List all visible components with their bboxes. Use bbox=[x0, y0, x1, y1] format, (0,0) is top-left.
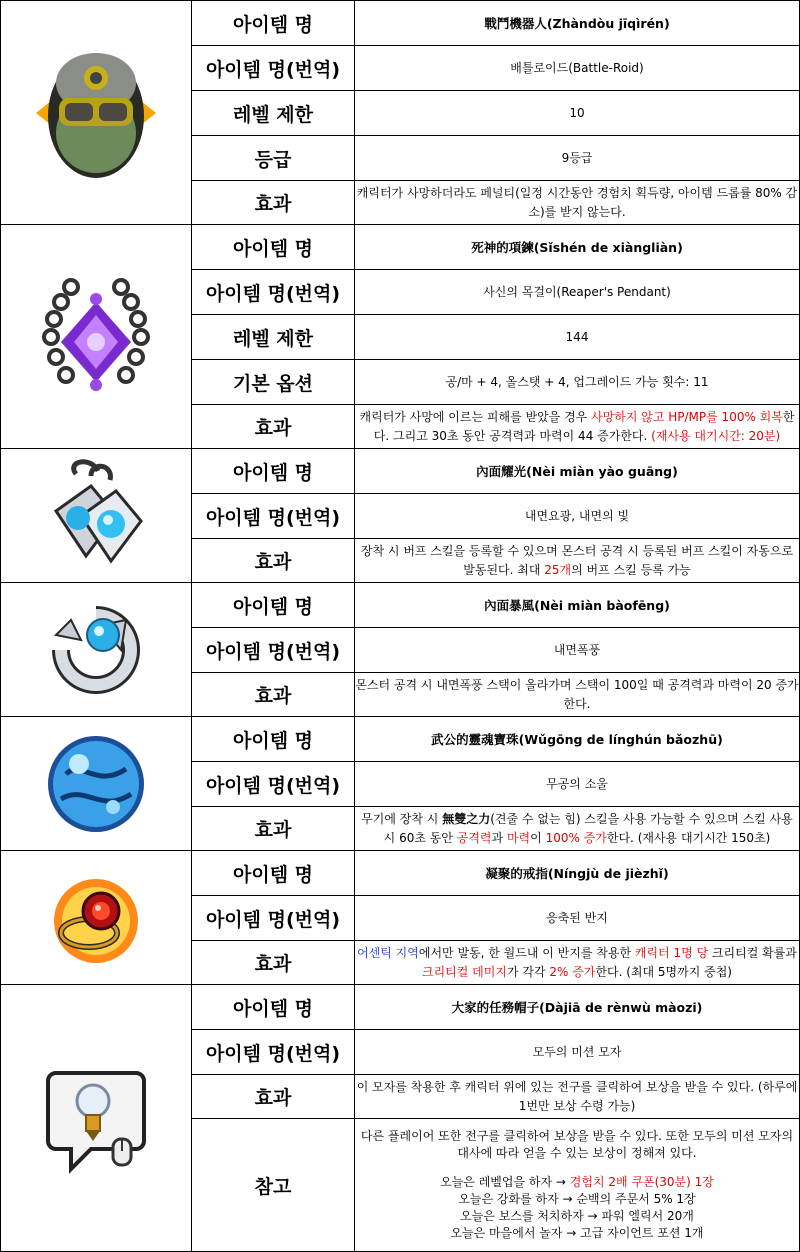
label-item-name: 아이템 명 bbox=[192, 225, 355, 270]
item-note: 다른 플레이어 또한 전구를 클릭하여 보상을 받을 수 있다. 또한 모두의 미션 모자의 대사에 따라 얻을 수 있는 보상이 정해져 있다. 오늘은 레벨업을 하자 → 경험치 2배 쿠폰(30분) 1장 오늘은 강화를 하자 → 순백의 주문서 5% 1장 오늘은 보스를 처치하자 → 파워 엘릭서 20개 오늘은 마을에서 놀자 → 고급 자이언트 포션 1개 bbox=[355, 1119, 800, 1252]
item-effect: 캐릭터가 사망에 이르는 피해를 받았을 경우 사망하지 않고 HP/MP를 100% 회복한다. 그리고 30초 동안 공격력과 마력이 44 증가한다. (재사용 대기시간: 20분) bbox=[355, 405, 800, 449]
item-effect: 이 모자를 착용한 후 캐릭터 위에 있는 전구를 클릭하여 보상을 받을 수 있다. (하루에 1번만 보상 수령 가능) bbox=[355, 1075, 800, 1119]
label-item-name-trans: 아이템 명(번역) bbox=[192, 628, 355, 673]
battle-roid-helmet-icon bbox=[31, 38, 161, 188]
mission-hat-icon bbox=[41, 1053, 151, 1183]
label-item-name-trans: 아이템 명(번역) bbox=[192, 46, 355, 91]
label-item-name: 아이템 명 bbox=[192, 449, 355, 494]
reapers-pendant-icon bbox=[36, 257, 156, 417]
item-effect: 몬스터 공격 시 내면폭풍 스택이 올라가며 스택이 100일 때 공격력과 마력이 20 증가한다. bbox=[355, 673, 800, 717]
item-effect: 캐릭터가 사망하더라도 페널티(일정 시간동안 경험치 획득량, 아이템 드롭률 80% 감소)를 받지 않는다. bbox=[355, 181, 800, 225]
item-effect: 장착 시 버프 스킬을 등록할 수 있으며 몬스터 공격 시 등록된 버프 스킬이 자동으로 발동된다. 최대 25개의 버프 스킬 등록 가능 bbox=[355, 539, 800, 583]
label-item-name: 아이템 명 bbox=[192, 583, 355, 628]
label-effect: 효과 bbox=[192, 539, 355, 583]
item-name-trans: 응축된 반지 bbox=[355, 896, 800, 941]
item-name-trans: 무공의 소울 bbox=[355, 762, 800, 807]
item-image-cell bbox=[1, 583, 192, 717]
item-name: 武公的靈魂寶珠(Wǔgōng de línghún bǎozhū) bbox=[355, 717, 800, 762]
label-base-option: 기본 옵션 bbox=[192, 360, 355, 405]
item-base-option: 공/마 + 4, 올스탯 + 4, 업그레이드 가능 횟수: 11 bbox=[355, 360, 800, 405]
label-level: 레벨 제한 bbox=[192, 315, 355, 360]
item-name: 凝聚的戒指(Níngjù de jièzhǐ) bbox=[355, 851, 800, 896]
item-image-cell bbox=[1, 717, 192, 851]
item-image-cell bbox=[1, 1, 192, 225]
label-effect: 효과 bbox=[192, 181, 355, 225]
label-item-name-trans: 아이템 명(번역) bbox=[192, 762, 355, 807]
spirit-orb-icon bbox=[41, 729, 151, 839]
label-item-name-trans: 아이템 명(번역) bbox=[192, 1030, 355, 1075]
item-effect: 무기에 장착 시 無雙之力(견줄 수 없는 힘) 스킬을 사용 가능할 수 있으며 스킬 사용 시 60초 동안 공격력과 마력이 100% 증가한다. (재사용 대기시간 150초) bbox=[355, 807, 800, 851]
label-note: 참고 bbox=[192, 1119, 355, 1252]
item-name: 死神的項鍊(Sǐshén de xiàngliàn) bbox=[355, 225, 800, 270]
item-name: 戰鬥機器人(Zhàndòu jīqìrén) bbox=[355, 1, 800, 46]
label-effect: 효과 bbox=[192, 405, 355, 449]
item-name: 大家的任務帽子(Dàjiā de rènwù màozi) bbox=[355, 985, 800, 1030]
item-effect: 어센틱 지역에서만 발동, 한 월드내 이 반지를 착용한 캐릭터 1명 당 크리티컬 확률과 크리티컬 데미지가 각각 2% 증가한다. (최대 5명까지 중첩) bbox=[355, 941, 800, 985]
item-grade: 9등급 bbox=[355, 136, 800, 181]
item-image-cell bbox=[1, 851, 192, 985]
label-item-name-trans: 아이템 명(번역) bbox=[192, 270, 355, 315]
label-effect: 효과 bbox=[192, 673, 355, 717]
item-name: 內面耀光(Nèi miàn yào guāng) bbox=[355, 449, 800, 494]
inner-storm-icon bbox=[41, 595, 151, 705]
label-level: 레벨 제한 bbox=[192, 91, 355, 136]
item-image-cell bbox=[1, 985, 192, 1252]
label-grade: 등급 bbox=[192, 136, 355, 181]
item-image-cell bbox=[1, 225, 192, 449]
item-name-trans: 내면요광, 내면의 빛 bbox=[355, 494, 800, 539]
label-item-name-trans: 아이템 명(번역) bbox=[192, 494, 355, 539]
label-effect: 효과 bbox=[192, 941, 355, 985]
label-item-name-trans: 아이템 명(번역) bbox=[192, 896, 355, 941]
item-name-trans: 사신의 목걸이(Reaper's Pendant) bbox=[355, 270, 800, 315]
item-level: 144 bbox=[355, 315, 800, 360]
item-name: 內面暴風(Nèi miàn bàofēng) bbox=[355, 583, 800, 628]
inner-glory-icon bbox=[36, 456, 156, 576]
label-item-name: 아이템 명 bbox=[192, 717, 355, 762]
label-item-name: 아이템 명 bbox=[192, 851, 355, 896]
label-item-name: 아이템 명 bbox=[192, 985, 355, 1030]
item-level: 10 bbox=[355, 91, 800, 136]
label-effect: 효과 bbox=[192, 1075, 355, 1119]
item-name-trans: 배틀로이드(Battle-Roid) bbox=[355, 46, 800, 91]
label-item-name: 아이템 명 bbox=[192, 1, 355, 46]
item-name-trans: 내면폭풍 bbox=[355, 628, 800, 673]
condensed-ring-icon bbox=[41, 863, 151, 973]
item-image-cell bbox=[1, 449, 192, 583]
item-name-trans: 모두의 미션 모자 bbox=[355, 1030, 800, 1075]
label-effect: 효과 bbox=[192, 807, 355, 851]
